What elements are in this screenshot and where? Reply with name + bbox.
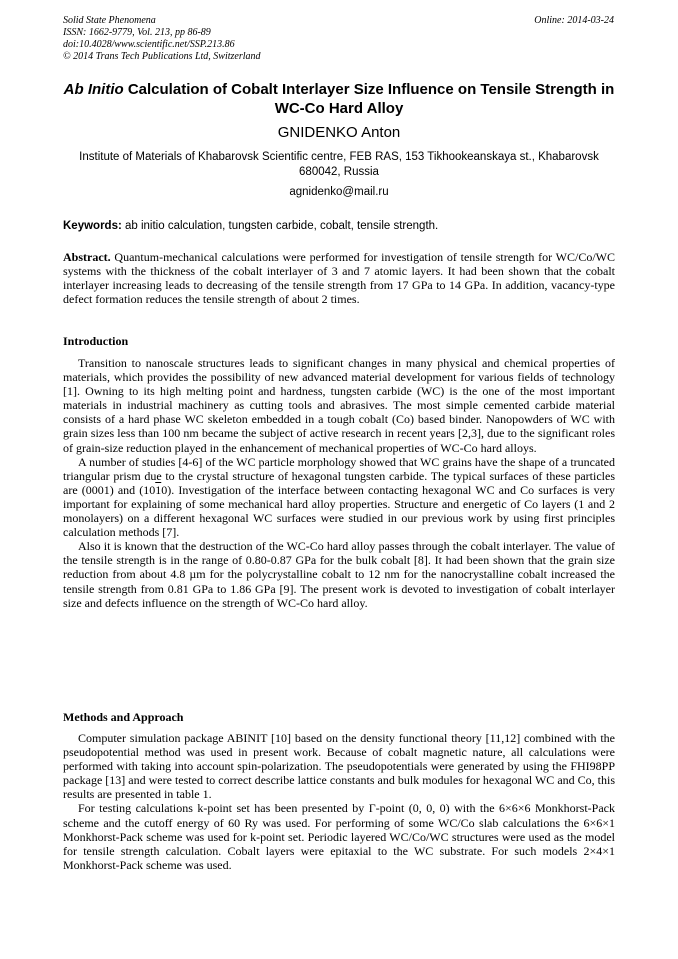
online-date: Online: 2014-03-24 — [534, 15, 614, 26]
methods-paragraph-1: Computer simulation package ABINIT [10] based on the density functional theory [11,12] combined with the pseudopotential method was used in present work. Because of cobalt magnetic nature, all calculations were performed with taking into account spin-polarization. The pseudopotentials were generated by using the FHI98PP package [13] and were tested to correct describe lattice constants and bulk modules for hexagonal WC and Co, this results are presented in table 1. — [63, 731, 615, 802]
title-italic: Ab Initio — [63, 81, 124, 98]
introduction-heading: Introduction — [63, 334, 129, 348]
methods-paragraph-2: For testing calculations k-point set has been presented by Γ-point (0, 0, 0) with the 6×6×6 Monkhorst-Pack scheme and the cutoff energy of 60 Ry was used. For performing of some WC/Co slab calculations the 6×6×1 Monkhorst-Pack scheme was used for k-point set. Periodic layered WC/Co/WC structures were used as the model for tensile strength calculation. Cobalt layers were epitaxial to the WC substrate. For such models 2×4×1 Monkhorst-Pack scheme was used. — [63, 801, 615, 872]
affiliation: Institute of Materials of Khabarovsk Scientific centre, FEB RAS, 153 Tikhookeanskaya st., Khabarovsk 680042, Russia — [79, 151, 599, 178]
keywords-label: Keywords: — [63, 220, 122, 232]
abstract-text: Quantum-mechanical calculations were performed for investigation of tensile strength for WC/Co/WC systems with the thickness of the cobalt interlayer of 3 and 7 atomic layers. It had been shown that the cobalt interlayer increasing leads to decreasing of the tensile strength from 17 GPa to 14 GPa. In addition, vacancy-type defect formation reduces the tensile strength of about 2 times. — [63, 250, 615, 307]
methods-heading: Methods and Approach — [63, 710, 184, 724]
journal-header — [63, 15, 261, 63]
issn-line: ISSN: 1662-9779, Vol. 213, pp 86-89 — [63, 27, 211, 38]
copyright-line: © 2014 Trans Tech Publications Ltd, Switzerland — [63, 51, 261, 62]
intro-paragraph-2-end: 0). Investigation of the interface between contacting hexagonal WC and Co surfaces is very important for explaining of some mechanical hard alloy properties. Structure and energetic of Co layers (1 and 2 monolayers) on a different hexagonal WC surfaces were studied in our previous work by using first principles calculation methods [7]. — [63, 482, 615, 540]
abstract — [63, 250, 615, 306]
abstract-label: Abstract. — [63, 250, 111, 264]
paper-title — [63, 80, 615, 118]
author-email: agnidenko@mail.ru — [289, 186, 389, 198]
methods-body — [63, 731, 615, 872]
journal-name: Solid State Phenomena — [63, 15, 156, 26]
doi-line: doi:10.4028/www.scientific.net/SSP.213.86 — [63, 39, 235, 50]
intro-paragraph-2 — [63, 455, 615, 540]
miller-index-bar: 1 — [155, 482, 162, 497]
intro-paragraph-3: Also it is known that the destruction of the WC-Co hard alloy passes through the cobalt interlayer. The value of the tensile strength is in the range of 0.80-0.87 GPa for the bulk cobalt [8]. It had been shown that the grain size reduction from about 4.8 µm for the polycrystalline cobalt to 12 nm for the nanocrystalline cobalt increased the tensile strength from 0.81 GPa to 1.86 GPa [9]. The present work is devoted to investigation of cobalt interlayer size and defects influence on the strength of WC-Co hard alloy. — [63, 539, 615, 610]
intro-paragraph-1: Transition to nanoscale structures leads to significant changes in many physical and chemical properties of materials, which provides the possibility of new advanced material development for various fields of technology [1]. Owning to its high melting point and hardness, tungsten carbide (WC) is the one of the most important materials in industrial machinery as cutting tools and abrasives. The most simple cemented carbide material consists of a hard phase WC skeleton embedded in a tough cobalt (Co) based binder. Nanopowders of WC with grain sizes less than 100 nm became the subject of active research in recent years [2,3], due to the significant roles of grain-size reduction played in the enhancement of mechanical properties of WC-Co hard alloys. — [63, 356, 615, 455]
introduction-body — [63, 356, 615, 610]
keywords-text: ab initio calculation, tungsten carbide, cobalt, tensile strength. — [121, 220, 439, 232]
author-name: GNIDENKO Anton — [277, 124, 401, 141]
title-rest: Calculation of Cobalt Interlayer Size Influence on Tensile Strength in WC-Co Hard Alloy — [123, 81, 615, 117]
keywords — [63, 219, 615, 234]
intro-paragraph-2-start: A number of studies [4-6] of the WC particle morphology showed that WC grains have the shape of a truncated triangular prism due to the crystal structure of hexagonal tungsten carbide. The typical surfaces of these particles are (0001) and (10 — [63, 454, 615, 497]
